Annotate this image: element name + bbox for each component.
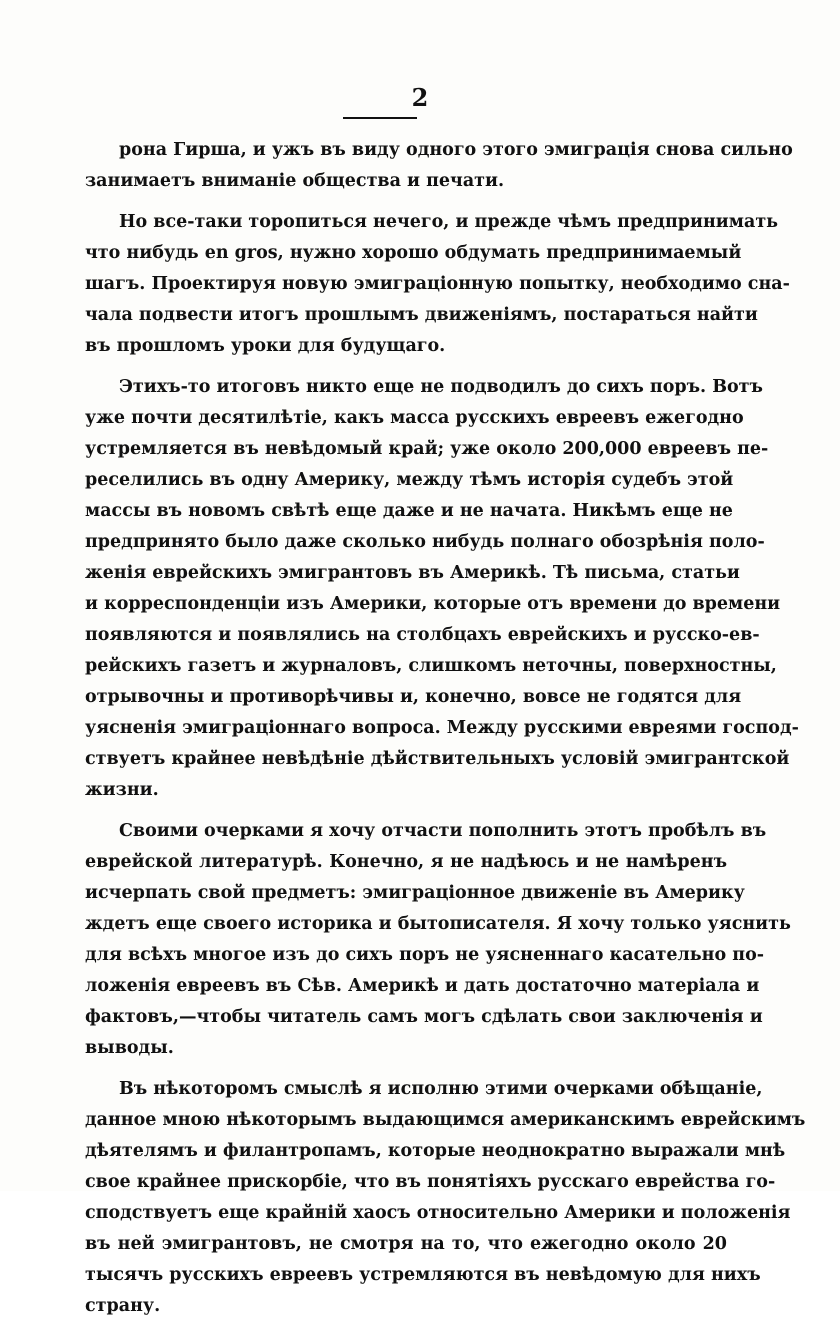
text-line: ждетъ еще своего историка и бытописателя. Я хочу только уяснить <box>85 914 791 934</box>
text-line: предпринято было даже сколько нибудь полнаго обозрѣнія поло- <box>85 532 765 552</box>
text-line: жизни. <box>85 780 159 800</box>
header-rule <box>343 117 417 119</box>
text-line: выводы. <box>85 1038 174 1058</box>
text-line: шагъ. Проектируя новую эмиграціонную попытку, необходимо сна- <box>85 274 790 294</box>
paragraph <box>85 207 790 362</box>
paragraph <box>85 135 793 197</box>
text-line: отрывочны и противорѣчивы и, конечно, вовсе не годятся для <box>85 687 742 707</box>
text-line: массы въ новомъ свѣтѣ еще даже и не начата. Никѣмъ еще не <box>85 501 733 521</box>
text-line: въ прошломъ уроки для будущаго. <box>85 336 446 356</box>
text-line: появляются и появлялись на столбцахъ еврейскихъ и русско-ев- <box>85 625 760 645</box>
text-line: женія еврейскихъ эмигрантовъ въ Америкѣ. Тѣ письма, статьи <box>85 563 740 583</box>
text-line: ствуетъ крайнее невѣдѣніе дѣйствительныхъ условій эмигрантской <box>85 749 790 769</box>
text-line: сподствуетъ еще крайній хаосъ относительно Америки и положенія <box>85 1203 791 1223</box>
text-line: занимаетъ вниманіе общества и печати. <box>85 171 505 191</box>
text-line: устремляется въ невѣдомый край; уже около 200,000 евреевъ пе- <box>85 439 769 459</box>
page-number: 2 <box>411 83 429 112</box>
text-line: еврейской литературѣ. Конечно, я не надѣюсь и не намѣренъ <box>85 852 727 872</box>
text-line: тысячъ русскихъ евреевъ устремляются въ невѣдомую для нихъ <box>85 1265 761 1285</box>
text-line: данное мною нѣкоторымъ выдающимся американскимъ еврейскимъ <box>85 1110 806 1130</box>
text-line: для всѣхъ многое изъ до сихъ поръ не уясненнаго касательно по- <box>85 945 765 965</box>
text-line: Въ нѣкоторомъ смыслѣ я исполню этими очерками обѣщаніе, <box>119 1079 763 1099</box>
text-line: дѣятелямъ и филантропамъ, которые неоднократно выражали мнѣ <box>85 1141 786 1161</box>
text-line: рона Гирша, и ужъ въ виду одного этого эмиграція снова сильно <box>119 140 793 160</box>
text-line: и корреспонденціи изъ Америки, которые отъ времени до времени <box>85 594 781 614</box>
text-line: Этихъ-то итоговъ никто еще не подводилъ до сихъ поръ. Вотъ <box>119 377 763 397</box>
text-line: рейскихъ газетъ и журналовъ, слишкомъ неточны, поверхностны, <box>85 656 777 676</box>
text-line: Но все-таки торопиться нечего, и прежде чѣмъ предпринимать <box>119 212 779 232</box>
text-line: уже почти десятилѣтіе, какъ масса русскихъ евреевъ ежегодно <box>85 408 744 428</box>
text-line: страну. <box>85 1296 161 1316</box>
text-line: Своими очерками я хочу отчасти пополнить этотъ пробѣлъ въ <box>119 821 767 841</box>
paragraph <box>85 1074 806 1322</box>
page-body-text <box>85 135 806 1332</box>
text-line: реселились въ одну Америку, между тѣмъ исторія судебъ этой <box>85 470 734 490</box>
text-line: свое крайнее прискорбіе, что въ понятіяхъ русскаго еврейства го- <box>85 1172 776 1192</box>
text-line: ложенія евреевъ въ Сѣв. Америкѣ и дать достаточно матеріала и <box>85 976 760 996</box>
text-line: уясненія эмиграціоннаго вопроса. Между русскими евреями господ- <box>85 718 799 738</box>
text-line: въ ней эмигрантовъ, не смотря на то, что ежегодно около 20 <box>85 1234 727 1254</box>
text-line: фактовъ,—чтобы читатель самъ могъ сдѣлать свои заключенія и <box>85 1007 763 1027</box>
text-line: что нибудь en gros, нужно хорошо обдумать предпринимаемый <box>85 243 742 263</box>
text-line: исчерпать свой предметъ: эмиграціонное движеніе въ Америку <box>85 883 745 903</box>
paragraph <box>85 372 799 806</box>
paragraph <box>85 816 791 1064</box>
text-line: чала подвести итогъ прошлымъ движеніямъ, постараться найти <box>85 305 758 325</box>
